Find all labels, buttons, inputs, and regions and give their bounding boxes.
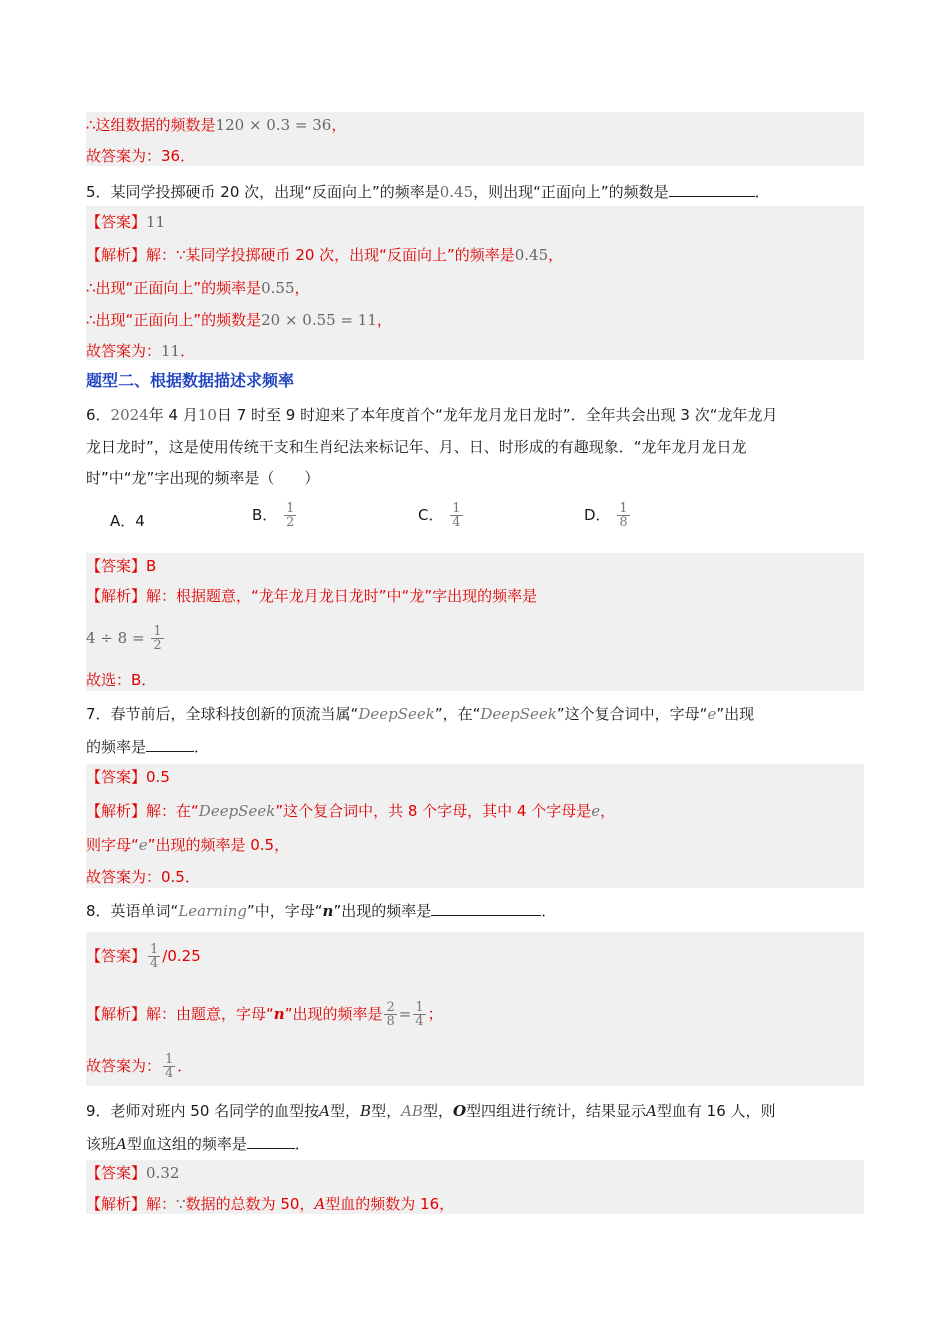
q7-analysis <box>86 800 864 822</box>
answer-value: B <box>146 557 157 575</box>
answer-label: 【答案】 <box>86 557 147 575</box>
option-fraction <box>284 502 296 529</box>
option-fraction <box>617 502 629 529</box>
text: 数据的总数为 50， <box>185 1195 315 1213</box>
answer-label: 【答案】 <box>86 768 147 786</box>
math: 0.45 <box>439 183 474 201</box>
text: ． <box>180 342 196 360</box>
text: 年 4 月 <box>148 406 198 424</box>
text: 故答案为： <box>86 1057 162 1075</box>
q6-answer <box>86 555 864 577</box>
text: 解： <box>146 1195 177 1213</box>
math-letter: A <box>116 1135 127 1153</box>
prev-analysis-line <box>86 114 864 136</box>
option-label: B． <box>252 506 278 524</box>
final-fraction <box>163 1053 175 1080</box>
q7-line2 <box>86 735 864 758</box>
text: ， <box>548 246 564 264</box>
answer-blank[interactable] <box>431 899 541 916</box>
answer-blank[interactable] <box>247 1132 295 1149</box>
option-label: A． <box>110 512 136 530</box>
math-letter: e <box>591 802 601 820</box>
option-label: C． <box>418 506 444 524</box>
text: 日 7 时至 9 时迎来了本年度首个“龙年龙月龙日龙时”．全年共会出现 3 次“龙年龙月 <box>216 406 778 424</box>
q5-answer <box>86 211 864 233</box>
answer-value: 0.5 <box>146 768 170 786</box>
text: 故答案为： <box>86 342 162 360</box>
text: ”，在“ <box>434 705 481 723</box>
text: ”这个复合词中，共 8 个字母，其中 4 个字母是 <box>275 802 592 820</box>
q5-line3 <box>86 277 864 299</box>
denominator: 4 <box>415 1014 424 1029</box>
denominator: 2 <box>286 515 295 530</box>
math: 0.55 <box>261 279 295 297</box>
analysis-label: 【解析】 <box>86 587 147 605</box>
q8-analysis <box>86 994 864 1034</box>
prev-final-answer: 故答案为：36． <box>86 147 196 165</box>
numerator: 1 <box>153 624 162 639</box>
answer-fraction <box>148 943 160 970</box>
text: 解：∵某同学投掷硬币 20 次，出现“反面向上”的频率是 <box>146 246 515 264</box>
denominator: 4 <box>165 1066 174 1081</box>
text: ． <box>541 902 557 920</box>
q9-analysis <box>86 1193 864 1215</box>
denominator: 2 <box>153 638 162 653</box>
math: 120 × 0.3 = 36 <box>215 116 332 134</box>
q8-answer <box>86 936 864 976</box>
q7-final: 故答案为：0.5． <box>86 868 200 886</box>
analysis-label: 【解析】 <box>86 802 147 820</box>
math-letter: e <box>138 836 148 854</box>
numerator: 1 <box>150 942 159 957</box>
text: 型， <box>422 1102 453 1120</box>
text: ． <box>194 738 210 756</box>
math-letter: A <box>319 1102 331 1120</box>
text: ”中，字母“ <box>247 902 323 920</box>
text: ． <box>177 1057 193 1075</box>
analysis-label: 【解析】 <box>86 1005 147 1023</box>
text: ，则出现“正面向上”的频数是 <box>473 183 669 201</box>
q8-final <box>86 1046 864 1086</box>
math-letter: B <box>360 1102 372 1120</box>
math-letter: e <box>707 705 717 723</box>
q5-analysis <box>86 244 864 266</box>
text: 8．英语单词“ <box>86 902 179 920</box>
math: 11 <box>161 342 181 360</box>
text: 型四组进行统计，结果显示 <box>466 1102 647 1120</box>
answer-value: 11 <box>146 213 166 231</box>
q9-line2 <box>86 1132 864 1155</box>
numerator: 1 <box>452 501 461 516</box>
option-fraction <box>450 502 462 529</box>
answer-label: 【答案】 <box>86 1164 147 1182</box>
text: ． <box>294 1135 310 1153</box>
math-letter: A <box>646 1102 657 1120</box>
q6-option-b[interactable] <box>252 502 298 529</box>
text: 型血这组的频率是 <box>126 1135 247 1153</box>
answer-label: 【答案】 <box>86 947 147 965</box>
numerator: 1 <box>415 1000 424 1015</box>
text: 7．春节前后，全球科技创新的顶流当属“ <box>86 705 359 723</box>
text: 型， <box>330 1102 361 1120</box>
q5-line4 <box>86 309 864 331</box>
text: ”出现的频率是 <box>284 1005 383 1023</box>
math: 4 ÷ 8 = <box>86 629 145 647</box>
text: ． <box>754 183 770 201</box>
math: = <box>398 1005 412 1023</box>
text: ”这个复合词中，字母“ <box>556 705 708 723</box>
q6-line1 <box>86 404 864 426</box>
math-word: DeepSeek <box>480 705 557 723</box>
text: 型血的频数为 16， <box>325 1195 455 1213</box>
denominator: 8 <box>619 515 628 530</box>
math-letter: O <box>452 1102 467 1120</box>
q6-analysis <box>86 585 864 607</box>
answer-value: 0.32 <box>146 1164 180 1182</box>
numerator: 1 <box>165 1052 174 1067</box>
q6-calc <box>86 618 864 658</box>
text: ； <box>427 1005 443 1023</box>
option-value: 4 <box>135 512 145 530</box>
text: ∴出现“正面向上”的频数是 <box>86 311 262 329</box>
text: 型， <box>371 1102 402 1120</box>
text: ”出现 <box>716 705 755 723</box>
math: 0.45 <box>514 246 549 264</box>
denominator: 4 <box>452 515 461 530</box>
text: ∴这组数据的频数是 <box>86 116 216 134</box>
text: 的频率是 <box>86 738 147 756</box>
math: 20 × 0.55 = 11 <box>261 311 377 329</box>
answer-alt: /0.25 <box>162 947 201 965</box>
text: 6． <box>86 406 111 424</box>
text: 解：在“ <box>146 802 199 820</box>
text: ∴出现“正面向上”的频率是 <box>86 279 262 297</box>
q7-line1 <box>86 703 864 725</box>
q6-line2: 龙日龙时”，这是使用传统干支和生肖纪法来标记年、月、日、时形成的有趣现象．“龙年龙月龙日龙 <box>86 438 747 456</box>
math-word: DeepSeek <box>198 802 276 820</box>
numerator: 1 <box>619 501 628 516</box>
q6-choose: 故选：B． <box>86 671 157 689</box>
q8-line1 <box>86 899 864 922</box>
q6-line3: 时”中“龙”字出现的频率是（ ） <box>86 469 320 487</box>
math-letter: n <box>322 902 334 920</box>
q9-line1 <box>86 1100 864 1122</box>
q7-answer <box>86 766 864 788</box>
text: ， <box>294 279 310 297</box>
text: ”出现的频率是 0.5， <box>147 836 290 854</box>
math: 2024 <box>110 406 149 424</box>
q6-option-a[interactable] <box>110 510 145 532</box>
analysis-label: 【解析】 <box>86 246 147 264</box>
q5-question <box>86 180 864 203</box>
math-letter: n <box>273 1005 285 1023</box>
denominator: 4 <box>150 956 159 971</box>
math-word: DeepSeek <box>358 705 435 723</box>
calc-fraction <box>151 625 163 652</box>
text: 型血有 16 人，则 <box>656 1102 776 1120</box>
section-heading: 题型二、根据数据描述求频率 <box>86 371 295 390</box>
answer-blank[interactable] <box>146 735 194 752</box>
text: ， <box>600 802 616 820</box>
text: ， <box>331 116 347 134</box>
analysis-label: 【解析】 <box>86 1195 147 1213</box>
text: 解：根据题意，“龙年龙月龙日龙时”中“龙”字出现的频率是 <box>146 587 538 605</box>
answer-blank[interactable] <box>669 180 755 197</box>
because-symbol: ∵ <box>176 1195 186 1213</box>
option-label: D． <box>584 506 611 524</box>
text: 则字母“ <box>86 836 139 854</box>
numerator: 1 <box>286 501 295 516</box>
calc-fraction <box>413 1001 425 1028</box>
answer-label: 【答案】 <box>86 213 147 231</box>
q7-line3 <box>86 834 864 856</box>
text: 5．某同学投掷硬币 20 次，出现“反面向上”的频率是 <box>86 183 440 201</box>
q9-answer <box>86 1162 864 1184</box>
math-letter: A <box>314 1195 326 1213</box>
calc-fraction <box>384 1001 396 1028</box>
text: ， <box>376 311 392 329</box>
math-word: Learning <box>178 902 247 920</box>
numerator: 2 <box>386 1000 395 1015</box>
q5-final <box>86 340 864 362</box>
math-letter: AB <box>401 1102 423 1120</box>
q6-option-c[interactable] <box>418 502 465 529</box>
denominator: 8 <box>386 1014 395 1029</box>
math: 10 <box>197 406 217 424</box>
text: 解：由题意，字母“ <box>146 1005 274 1023</box>
text: 9．老师对班内 50 名同学的血型按 <box>86 1102 320 1120</box>
q6-option-d[interactable] <box>584 502 632 529</box>
text: 该班 <box>86 1135 117 1153</box>
text: ”出现的频率是 <box>333 902 432 920</box>
